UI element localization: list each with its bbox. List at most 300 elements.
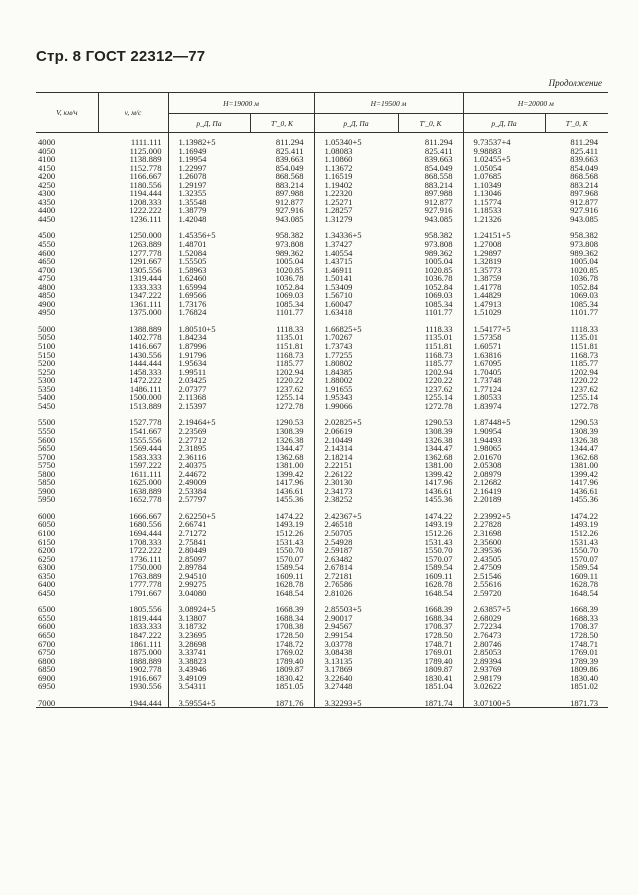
- pressure-cell-2: 1.56710: [324, 290, 353, 301]
- velocity-cell: 6800: [38, 655, 56, 666]
- pressure-cell-2: 1.22320: [324, 188, 353, 199]
- speed-cell: 1125.000: [98, 147, 168, 156]
- pressure-cell-2: 2.85503+5: [324, 604, 362, 615]
- velocity-cell: 5650: [38, 443, 56, 454]
- pressure-cell-3: 1.70405: [473, 366, 502, 377]
- pressure-cell-2: 2.22151: [324, 460, 353, 471]
- pressure-cell-1: 3.43946: [178, 664, 207, 675]
- velocity-cell: 6000: [38, 510, 56, 521]
- temp-cell-3: 1101.77: [570, 307, 599, 318]
- temp-cell-1: 1550.70: [250, 546, 314, 555]
- temp-cell-2: 854.049: [398, 164, 463, 173]
- speed-cell: 1597.222: [98, 461, 168, 470]
- speed-cell: 1750.000: [98, 563, 168, 572]
- speed-cell: 1416.667: [98, 342, 168, 351]
- pressure-cell-3: 1.77124: [473, 383, 502, 394]
- velocity-cell: 5450: [38, 400, 56, 411]
- temp-cell-1: 1020.85: [250, 266, 314, 275]
- table-row: [36, 538, 608, 547]
- pressure-cell-2: 2.54928: [324, 536, 353, 547]
- table-row: [36, 198, 608, 207]
- table-row: [36, 291, 608, 300]
- velocity-cell: 6500: [38, 604, 56, 615]
- page-header: Стр. 8 ГОСТ 22312—77: [36, 48, 206, 65]
- pressure-cell-3: 2.31698: [473, 527, 502, 538]
- pressure-cell-2: 2.59187: [324, 545, 353, 556]
- pressure-cell-3: 2.85053: [473, 647, 502, 658]
- table-row: [36, 444, 608, 453]
- velocity-cell: 5050: [38, 332, 56, 343]
- table-row: [36, 572, 608, 581]
- temp-cell-1: 1417.96: [250, 478, 314, 487]
- velocity-cell: 6950: [38, 681, 56, 692]
- pressure-cell-1: 1.52084: [178, 247, 207, 258]
- table-row: [36, 436, 608, 445]
- pressure-cell-3: 1.15774: [473, 196, 502, 207]
- pressure-cell-3: 1.73748: [473, 375, 502, 386]
- pressure-cell-2: 1.16519: [324, 171, 353, 182]
- pressure-cell-1: 3.23695: [178, 629, 207, 640]
- pressure-cell-2: 2.76586: [324, 579, 353, 590]
- temp-cell-3: 1135.01: [570, 332, 599, 343]
- temp-cell-3: 1748.71: [570, 638, 599, 649]
- table-row: [36, 512, 608, 521]
- table-row: [36, 257, 608, 266]
- group-spacer: [36, 410, 608, 418]
- pressure-cell-1: 1.99511: [178, 366, 207, 377]
- pressure-cell-1: 1.80510+5: [178, 323, 216, 334]
- table-row: [36, 640, 608, 649]
- speed-cell: 1625.000: [98, 478, 168, 487]
- speed-cell: 1527.778: [98, 418, 168, 427]
- temp-cell-1: 1609.11: [250, 572, 314, 581]
- pressure-cell-2: 1.25271: [324, 196, 353, 207]
- pressure-cell-3: 1.29897: [473, 247, 502, 258]
- table-row: [36, 325, 608, 334]
- speed-cell: 1250.000: [98, 231, 168, 240]
- table-row: [36, 351, 608, 360]
- temp-cell-3: 1220.22: [570, 375, 599, 386]
- temp-cell-3: 1417.96: [570, 477, 599, 488]
- temp-cell-1: 1151.81: [250, 342, 314, 351]
- velocity-cell: 7000: [36, 699, 98, 708]
- temp-cell-3: 912.877: [570, 196, 599, 207]
- temp-cell-1: 1830.42: [250, 674, 314, 683]
- pressure-cell-3: 2.51546: [473, 570, 502, 581]
- pressure-cell-3: 2.23992+5: [473, 510, 511, 521]
- temp-cell-2: 1272.78: [398, 402, 463, 411]
- pressure-cell-2: 1.40554: [324, 247, 353, 258]
- speed-cell: 1569.444: [98, 444, 168, 453]
- velocity-cell: 6200: [38, 545, 56, 556]
- speed-cell: 1347.222: [98, 291, 168, 300]
- temp-cell-3: 897.968: [570, 188, 599, 199]
- pressure-cell-2: 2.63482: [324, 553, 353, 564]
- temp-cell-2: 897.988: [398, 189, 463, 198]
- pressure-cell-1: 1.65994: [178, 281, 207, 292]
- table-row: [36, 240, 608, 249]
- temp-cell-2: 1118.33: [398, 325, 463, 334]
- temp-cell-2: 1830.41: [398, 674, 463, 683]
- pressure-cell-1: 1.29197: [178, 179, 207, 190]
- temp-cell-3: 854.049: [570, 162, 599, 173]
- temp-cell-3: 1493.19: [570, 519, 599, 530]
- pressure-cell-3: 2.39536: [473, 545, 502, 556]
- pressure-cell-3: 1.47913: [473, 298, 502, 309]
- table-row: [36, 631, 608, 640]
- temp-cell-1: 1344.47: [250, 444, 314, 453]
- temp-cell-3: 883.214: [570, 179, 599, 190]
- temp-cell-3: 1871.73: [545, 699, 608, 708]
- velocity-cell: 5600: [38, 434, 56, 445]
- pressure-cell-3: 1.18533: [473, 205, 502, 216]
- pressure-cell-3: 1.02455+5: [473, 154, 511, 165]
- temp-cell-3: 1570.07: [570, 553, 599, 564]
- velocity-cell: 4950: [38, 307, 56, 318]
- pressure-cell-1: 1.58963: [178, 264, 207, 275]
- temp-cell-1: 1085.34: [250, 300, 314, 309]
- temp-cell-2: 1628.78: [398, 580, 463, 589]
- temp-cell-3: 1272.78: [570, 400, 599, 411]
- temp-cell-3: 1708.37: [570, 621, 599, 632]
- pressure-cell-2: 1.91655: [324, 383, 353, 394]
- header-group-2: H=19500 м: [314, 93, 463, 114]
- pressure-cell-3: 2.72234: [473, 621, 502, 632]
- table-row: [36, 478, 608, 487]
- pressure-cell-2: 2.30130: [324, 477, 353, 488]
- speed-cell: 1263.889: [98, 240, 168, 249]
- temp-cell-1: 1436.61: [250, 487, 314, 496]
- pressure-cell-2: 2.02825+5: [324, 417, 362, 428]
- temp-cell-2: 1185.77: [398, 359, 463, 368]
- pressure-cell-2: 2.99154: [324, 629, 353, 640]
- pressure-cell-2: 3.32293+5: [314, 699, 398, 708]
- temp-cell-2: 1255.14: [398, 393, 463, 402]
- pressure-cell-3: 1.90954: [473, 425, 502, 436]
- pressure-cell-1: 2.44672: [178, 468, 207, 479]
- pressure-cell-2: 1.50141: [324, 273, 353, 284]
- speed-cell: 1763.889: [98, 572, 168, 581]
- table-row: [36, 368, 608, 377]
- pressure-cell-2: 1.31279: [324, 213, 353, 224]
- table-row: [36, 546, 608, 555]
- temp-cell-1: 1202.94: [250, 368, 314, 377]
- temp-cell-1: 1052.84: [250, 283, 314, 292]
- velocity-cell: 4800: [38, 281, 56, 292]
- temp-cell-3: 1531.43: [570, 536, 599, 547]
- group-spacer: [36, 504, 608, 512]
- pressure-cell-3: 2.16419: [473, 485, 502, 496]
- table-row: [36, 622, 608, 631]
- temp-cell-2: 1609.11: [398, 572, 463, 581]
- temp-cell-3: 1688.33: [570, 612, 599, 623]
- pressure-cell-2: 1.37427: [324, 239, 353, 250]
- temp-cell-3: 1344.47: [570, 443, 599, 454]
- header-v: V, км/ч: [36, 93, 98, 133]
- speed-cell: 1486.111: [98, 385, 168, 394]
- temp-cell-3: 958.382: [570, 230, 599, 241]
- temp-cell-1: 1789.40: [250, 657, 314, 666]
- pressure-cell-1: 1.45356+5: [178, 230, 216, 241]
- table-row: [36, 674, 608, 683]
- table-row: [36, 589, 608, 598]
- pressure-cell-2: 2.34173: [324, 485, 353, 496]
- speed-cell: 1138.889: [98, 155, 168, 164]
- pressure-cell-2: 3.13135: [324, 655, 353, 666]
- temp-cell-2: 1550.70: [398, 546, 463, 555]
- velocity-cell: 6650: [38, 629, 56, 640]
- temp-cell-2: 1237.62: [398, 385, 463, 394]
- speed-cell: 1194.444: [98, 189, 168, 198]
- pressure-cell-1: 1.95634: [178, 358, 207, 369]
- temp-cell-1: 1851.05: [250, 682, 314, 691]
- pressure-cell-3: 2.08979: [473, 468, 502, 479]
- temp-cell-1: 1290.53: [250, 418, 314, 427]
- temp-cell-2: 1789.40: [398, 657, 463, 666]
- temp-cell-1: 1168.73: [250, 351, 314, 360]
- pressure-cell-3: 1.83974: [473, 400, 502, 411]
- velocity-cell: 5850: [38, 477, 56, 488]
- pressure-cell-3: 2.76473: [473, 629, 502, 640]
- pressure-cell-2: 1.05340+5: [324, 137, 362, 147]
- velocity-cell: 4000: [38, 137, 56, 147]
- velocity-cell: 4200: [38, 171, 56, 182]
- speed-cell: 1652.778: [98, 495, 168, 504]
- speed-cell: 1638.889: [98, 487, 168, 496]
- velocity-cell: 4500: [38, 230, 56, 241]
- velocity-cell: 6400: [38, 579, 56, 590]
- table-row: [36, 605, 608, 614]
- temp-cell-1: 1005.04: [250, 257, 314, 266]
- speed-cell: 1930.556: [98, 682, 168, 691]
- temp-cell-1: 1708.38: [250, 622, 314, 631]
- temp-cell-3: 1185.77: [570, 358, 599, 369]
- pressure-cell-3: 1.94493: [473, 434, 502, 445]
- speed-cell: 1361.111: [98, 300, 168, 309]
- temp-cell-1: 1628.78: [250, 580, 314, 589]
- table-row: [36, 249, 608, 258]
- pressure-cell-2: 2.26122: [324, 468, 353, 479]
- temp-cell-1: 1809.87: [250, 665, 314, 674]
- speed-cell: 1402.778: [98, 333, 168, 342]
- header-p-1: p_Д, Па: [168, 114, 250, 133]
- pressure-cell-1: 2.94510: [178, 570, 207, 581]
- pressure-cell-3: 1.35773: [473, 264, 502, 275]
- table-row: [36, 453, 608, 462]
- speed-cell: 1277.778: [98, 249, 168, 258]
- pressure-cell-2: 1.66825+5: [324, 323, 362, 334]
- pressure-cell-1: 2.19464+5: [178, 417, 216, 428]
- pressure-cell-3: 1.41778: [473, 281, 502, 292]
- table-row: [36, 682, 608, 691]
- header-p-3: p_Д, Па: [463, 114, 545, 133]
- temp-cell-2: 811.294: [398, 133, 463, 147]
- temp-cell-3: 1118.33: [570, 323, 599, 334]
- temp-cell-2: 1220.22: [398, 376, 463, 385]
- velocity-cell: 6150: [38, 536, 56, 547]
- temp-cell-2: 1326.38: [398, 436, 463, 445]
- temp-cell-3: 1455.36: [570, 494, 599, 505]
- temp-cell-1: 883.214: [250, 181, 314, 190]
- speed-cell: 1555.556: [98, 436, 168, 445]
- pressure-cell-2: 2.90017: [324, 612, 353, 623]
- pressure-cell-1: 2.62250+5: [178, 510, 216, 521]
- pressure-cell-2: 3.27448: [324, 681, 353, 692]
- temp-cell-1: 1272.78: [250, 402, 314, 411]
- temp-cell-3: 943.085: [570, 213, 599, 224]
- temp-cell-3: 1474.22: [570, 510, 599, 521]
- pressure-cell-3: 2.89394: [473, 655, 502, 666]
- table-row: [36, 461, 608, 470]
- temp-cell-1: 854.049: [250, 164, 314, 173]
- pressure-cell-1: 1.76824: [178, 307, 207, 318]
- table-row: [36, 427, 608, 436]
- temp-cell-3: 1362.68: [570, 451, 599, 462]
- speed-cell: 1861.111: [98, 640, 168, 649]
- velocity-cell: 6700: [38, 638, 56, 649]
- pressure-cell-3: 1.05054: [473, 162, 502, 173]
- pressure-cell-3: 2.59720: [473, 587, 502, 598]
- pressure-cell-1: 1.62460: [178, 273, 207, 284]
- velocity-cell: 5900: [38, 485, 56, 496]
- temp-cell-2: 1648.54: [398, 589, 463, 598]
- temp-cell-1: 1512.26: [250, 529, 314, 538]
- pressure-cell-2: 2.72181: [324, 570, 353, 581]
- temp-cell-1: 912.877: [250, 198, 314, 207]
- speed-cell: 1611.111: [98, 470, 168, 479]
- pressure-cell-1: 1.19954: [178, 154, 207, 165]
- pressure-cell-3: 1.07685: [473, 171, 502, 182]
- pressure-cell-3: 2.27828: [473, 519, 502, 530]
- temp-cell-2: 1344.47: [398, 444, 463, 453]
- table-row: [36, 418, 608, 427]
- table-row: [36, 376, 608, 385]
- table-row: [36, 206, 608, 215]
- temp-cell-2: 1399.42: [398, 470, 463, 479]
- temp-cell-3: 1036.78: [570, 273, 599, 284]
- temp-cell-1: 1668.39: [250, 605, 314, 614]
- velocity-cell: 6050: [38, 519, 56, 530]
- speed-cell: 1208.333: [98, 198, 168, 207]
- speed-cell: 1152.778: [98, 164, 168, 173]
- pressure-cell-1: 1.91796: [178, 349, 207, 360]
- temp-cell-2: 1069.03: [398, 291, 463, 300]
- temp-cell-1: 1220.22: [250, 376, 314, 385]
- table-row: [36, 665, 608, 674]
- pressure-cell-2: 2.50705: [324, 527, 353, 538]
- pressure-cell-1: 1.84234: [178, 332, 207, 343]
- velocity-cell: 5800: [38, 468, 56, 479]
- speed-cell: 1805.556: [98, 605, 168, 614]
- temp-cell-1: 1069.03: [250, 291, 314, 300]
- pressure-cell-3: 2.01670: [473, 451, 502, 462]
- temp-cell-2: 1668.39: [398, 605, 463, 614]
- temp-cell-3: 1326.38: [570, 434, 599, 445]
- temp-cell-3: 868.568: [570, 171, 599, 182]
- header-p-2: p_Д, Па: [314, 114, 398, 133]
- temp-cell-3: 1168.73: [570, 349, 599, 360]
- pressure-cell-3: 2.05308: [473, 460, 502, 471]
- pressure-cell-2: 1.10860: [324, 154, 353, 165]
- velocity-cell: 6750: [38, 647, 56, 658]
- pressure-cell-1: 3.08924+5: [178, 604, 216, 615]
- data-table: [36, 92, 608, 708]
- temp-cell-2: 1101.77: [398, 308, 463, 317]
- temp-cell-1: 1255.14: [250, 393, 314, 402]
- continuation-label: Продолжение: [548, 78, 602, 88]
- pressure-cell-1: 1.48701: [178, 239, 207, 250]
- table-row: [36, 470, 608, 479]
- temp-cell-3: 1255.14: [570, 392, 599, 403]
- velocity-cell: 5550: [38, 425, 56, 436]
- velocity-cell: 4650: [38, 256, 56, 267]
- temp-cell-1: 989.362: [250, 249, 314, 258]
- speed-cell: 1472.222: [98, 376, 168, 385]
- temp-cell-1: 927.916: [250, 206, 314, 215]
- temp-cell-2: 1290.53: [398, 418, 463, 427]
- temp-cell-1: 1589.54: [250, 563, 314, 572]
- temp-cell-2: 1085.34: [398, 300, 463, 309]
- velocity-cell: 4400: [38, 205, 56, 216]
- pressure-cell-1: 2.80449: [178, 545, 207, 556]
- pressure-cell-3: 1.24151+5: [473, 230, 511, 241]
- pressure-cell-1: 3.28698: [178, 638, 207, 649]
- pressure-cell-3: 1.38759: [473, 273, 502, 284]
- temp-cell-3: 1809.86: [570, 664, 599, 675]
- temp-cell-2: 1474.22: [398, 512, 463, 521]
- pressure-cell-1: 2.11368: [178, 392, 207, 403]
- temp-cell-2: 1769.01: [398, 648, 463, 657]
- speed-cell: 1180.556: [98, 181, 168, 190]
- table-row: [36, 385, 608, 394]
- temp-cell-3: 1381.00: [570, 460, 599, 471]
- temp-cell-3: 973.808: [570, 239, 599, 250]
- velocity-cell: 6350: [38, 570, 56, 581]
- temp-cell-2: 1417.96: [398, 478, 463, 487]
- header-t-2: T'_0, К: [398, 114, 463, 133]
- velocity-cell: 6300: [38, 562, 56, 573]
- table-row: [36, 283, 608, 292]
- pressure-cell-2: 3.08438: [324, 647, 353, 658]
- pressure-cell-2: 1.13672: [324, 162, 353, 173]
- velocity-cell: 5250: [38, 366, 56, 377]
- group-spacer: [36, 691, 608, 699]
- pressure-cell-2: 3.03778: [324, 638, 353, 649]
- pressure-cell-2: 2.94567: [324, 621, 353, 632]
- pressure-cell-2: 1.70267: [324, 332, 353, 343]
- speed-cell: 1388.889: [98, 325, 168, 334]
- temp-cell-3: 1237.62: [570, 383, 599, 394]
- temp-cell-2: 912.877: [398, 198, 463, 207]
- temp-cell-2: 1748.71: [398, 640, 463, 649]
- temp-cell-1: 943.085: [250, 215, 314, 224]
- pressure-cell-2: 1.80802: [324, 358, 353, 369]
- speed-cell: 1430.556: [98, 351, 168, 360]
- table-row: [36, 359, 608, 368]
- temp-cell-1: 958.382: [250, 231, 314, 240]
- pressure-cell-3: 3.07100+5: [463, 699, 545, 708]
- temp-cell-3: 1069.03: [570, 290, 599, 301]
- temp-cell-2: 1851.04: [398, 682, 463, 691]
- pressure-cell-1: 3.33741: [178, 647, 207, 658]
- pressure-cell-2: 1.60047: [324, 298, 353, 309]
- pressure-cell-1: 2.99275: [178, 579, 207, 590]
- temp-cell-1: 1871.76: [250, 699, 314, 708]
- pressure-cell-1: 3.54311: [178, 681, 207, 692]
- table-row: [36, 300, 608, 309]
- pressure-cell-2: 2.38252: [324, 494, 353, 505]
- temp-cell-1: 1326.38: [250, 436, 314, 445]
